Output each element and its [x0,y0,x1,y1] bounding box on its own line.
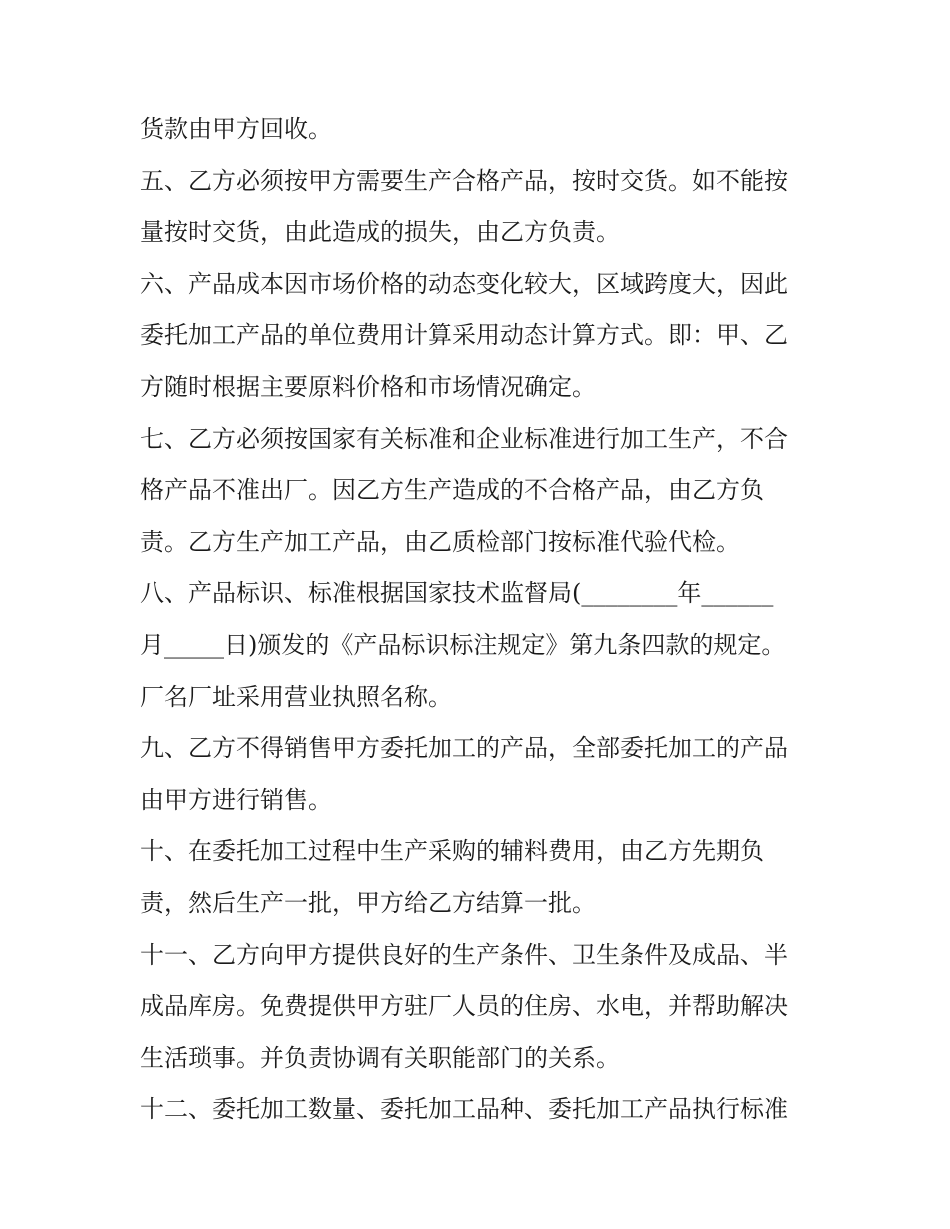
text-line: 六、产品成本因市场价格的动态变化较大，区域跨度大，因此 [140,269,788,298]
text-line: 九、乙方不得销售甲方委托加工的产品，全部委托加工的产品 [140,734,788,763]
text-line: 七、乙方必须按国家有关标准和企业标准进行加工生产，不合 [140,424,788,453]
text-line: 委托加工产品的单位费用计算采用动态计算方式。即：甲、乙 [140,321,788,350]
text-line: 由甲方进行销售。 [140,785,332,814]
text-line: 厂名厂址采用营业执照名称。 [140,682,452,711]
text-line: 十二、委托加工数量、委托加工品种、委托加工产品执行标准 [140,1095,788,1124]
text-line: 月_____日)颁发的《产品标识标注规定》第九条四款的规定。 [140,630,786,659]
text-line: 货款由甲方回收。 [140,115,332,143]
text-line: 十一、乙方向甲方提供良好的生产条件、卫生条件及成品、半 [140,940,788,969]
text-line: 十、在委托加工过程中生产采购的辅料费用，由乙方先期负 [140,837,764,866]
text-line: 生活琐事。并负责协调有关职能部门的关系。 [140,1043,620,1072]
text-line: 五、乙方必须按甲方需要生产合格产品，按时交货。如不能按 [140,166,788,195]
text-line: 八、产品标识、标准根据国家技术监督局(________年______ [140,579,774,608]
text-line: 责，然后生产一批，甲方给乙方结算一批。 [140,888,596,917]
text-line: 量按时交货，由此造成的损失，由乙方负责。 [140,218,620,247]
text-line: 成品库房。免费提供甲方驻厂人员的住房、水电，并帮助解决 [140,992,788,1021]
contract-body-text [140,104,820,1136]
text-line: 格产品不准出厂。因乙方生产造成的不合格产品，由乙方负 [140,476,764,505]
text-line: 责。乙方生产加工产品，由乙质检部门按标准代验代检。 [140,527,740,556]
text-line: 方随时根据主要原料价格和市场情况确定。 [140,372,596,401]
